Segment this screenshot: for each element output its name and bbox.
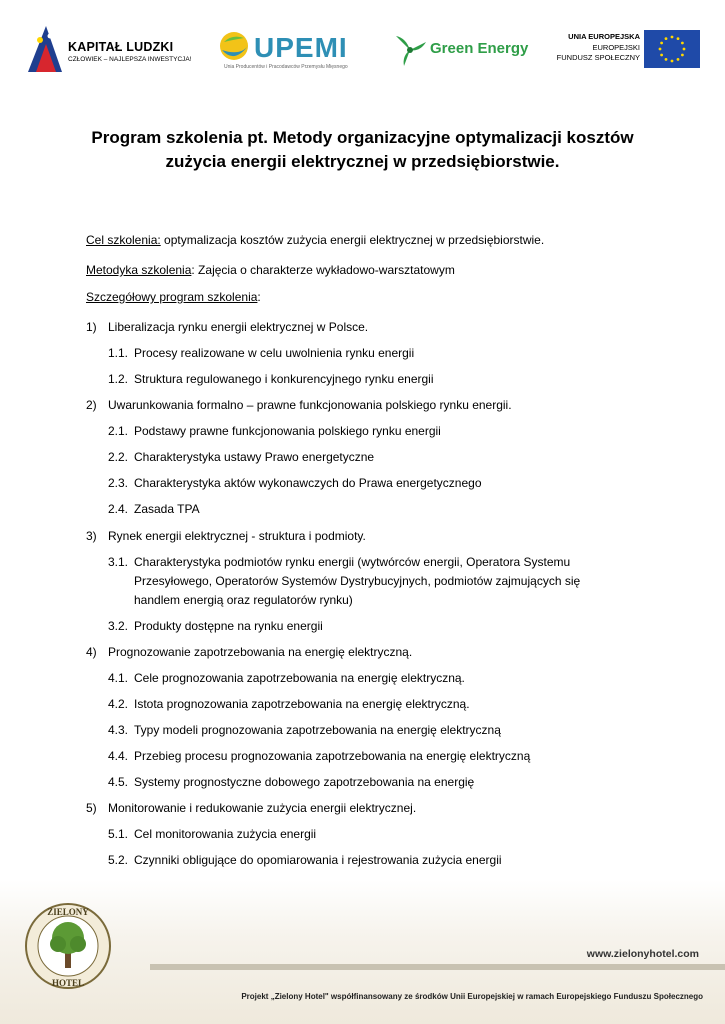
item-text: Czynniki obligujące do opomiarowania i rejestrowania zużycia energii xyxy=(134,853,502,867)
item-text: Rynek energii elektrycznej - struktura i podmioty. xyxy=(108,529,366,543)
item-text: Cel monitorowania zużycia energii xyxy=(134,827,317,841)
item-number: 5) xyxy=(86,801,97,815)
item-number: 3.1. xyxy=(108,555,129,569)
program-colon: : xyxy=(257,290,261,304)
item-text: Istota prognozowania zapotrzebowania na energię elektryczną. xyxy=(134,697,470,711)
kapital-ludzki-subtitle: CZŁOWIEK – NAJLEPSZA INWESTYCJA! xyxy=(68,56,192,63)
metodyka-text: : Zajęcia o charakterze wykładowo-warsztatowym xyxy=(191,263,455,277)
kapital-ludzki-logo xyxy=(28,26,192,76)
eu-line-3: FUNDUSZ SPOŁECZNY xyxy=(556,53,640,62)
eu-line-1: UNIA EUROPEJSKA xyxy=(568,32,640,41)
item-text: Przesyłowego, Operatorów Systemów Dystrybucyjnych, podmiotów zajmujących się xyxy=(134,574,581,588)
zielony-text: ZIELONY xyxy=(47,907,89,917)
project-note: Projekt „Zielony Hotel" współfinansowany ze środków Unii Europejskiej w ramach Europejskiego Funduszu Społecznego xyxy=(241,992,703,1001)
item-number: 5.2. xyxy=(108,853,129,867)
eu-logo xyxy=(552,30,702,70)
item-text: Zasada TPA xyxy=(134,502,200,516)
zielony-hotel-logo xyxy=(24,902,112,990)
item-text: handlem energią oraz regulatorów rynku) xyxy=(134,593,353,607)
title-line-1: Program szkolenia pt. Metody organizacyjne optymalizacji kosztów xyxy=(91,128,634,147)
document-title xyxy=(60,126,665,174)
metodyka-szkolenia xyxy=(86,263,455,278)
item-number: 2.4. xyxy=(108,502,129,516)
item-number: 4.3. xyxy=(108,723,129,737)
website-url: www.zielonyhotel.com xyxy=(586,948,699,960)
green-energy-name: Green Energy xyxy=(430,40,529,57)
item-number: 2.3. xyxy=(108,476,129,490)
item-number: 2.1. xyxy=(108,424,129,438)
item-text: Struktura regulowanego i konkurencyjnego rynku energii xyxy=(134,372,434,386)
item-number: 1.1. xyxy=(108,346,129,360)
cel-szkolenia xyxy=(86,233,544,248)
item-text: Charakterystyka podmiotów rynku energii (wytwórców energii, Operatora Systemu xyxy=(134,555,571,569)
item-text: Uwarunkowania formalno – prawne funkcjonowania polskiego rynku energii. xyxy=(108,398,512,412)
item-text: Podstawy prawne funkcjonowania polskiego rynku energii xyxy=(134,424,441,438)
cel-text: optymalizacja kosztów zużycia energii elektrycznej w przedsiębiorstwie. xyxy=(160,233,545,247)
hotel-text: HOTEL xyxy=(51,978,85,988)
item-number: 1) xyxy=(86,320,97,334)
item-text: Procesy realizowane w celu uwolnienia rynku energii xyxy=(134,346,415,360)
item-number: 1.2. xyxy=(108,372,129,386)
metodyka-label: Metodyka szkolenia xyxy=(86,263,192,277)
title-line-2: zużycia energii elektrycznej w przedsiębiorstwie. xyxy=(165,152,560,171)
item-text: Monitorowanie i redukowanie zużycia energii elektrycznej. xyxy=(108,801,417,815)
upemi-subtitle: Unia Producentów i Pracodawców Przemysłu Mięsnego xyxy=(224,64,348,70)
item-text: Liberalizacja rynku energii elektrycznej w Polsce. xyxy=(108,320,369,334)
eu-line-2: EUROPEJSKI xyxy=(592,43,640,52)
item-text: Cele prognozowania zapotrzebowania na energię elektryczną. xyxy=(134,671,465,685)
item-number: 3) xyxy=(86,529,97,543)
page-header xyxy=(0,0,725,100)
page-footer xyxy=(0,880,725,1024)
item-text: Prognozowanie zapotrzebowania na energię elektryczną. xyxy=(108,645,413,659)
item-number: 3.2. xyxy=(108,619,129,633)
item-text: Systemy prognostyczne dobowego zapotrzebowania na energię xyxy=(134,775,475,789)
eu-flag-icon xyxy=(644,30,700,68)
item-text: Przebieg procesu prognozowania zapotrzebowania na energię elektryczną xyxy=(134,749,531,763)
upemi-emblem-icon xyxy=(218,30,254,66)
footer-stripe xyxy=(150,964,725,970)
item-number: 4.5. xyxy=(108,775,129,789)
item-number: 4.2. xyxy=(108,697,129,711)
item-number: 4.1. xyxy=(108,671,129,685)
item-text: Charakterystyka aktów wykonawczych do Prawa energetycznego xyxy=(134,476,482,490)
kapital-ludzki-title: KAPITAŁ LUDZKI xyxy=(68,40,174,54)
item-number: 4.4. xyxy=(108,749,129,763)
kapital-ludzki-emblem-icon xyxy=(28,26,62,72)
cel-label: Cel szkolenia: xyxy=(86,233,161,247)
item-number: 5.1. xyxy=(108,827,129,841)
item-number: 2.2. xyxy=(108,450,129,464)
item-text: Charakterystyka ustawy Prawo energetyczne xyxy=(134,450,375,464)
program-heading xyxy=(86,290,261,305)
program-label: Szczegółowy program szkolenia xyxy=(86,290,258,304)
green-energy-logo xyxy=(392,30,529,70)
item-text: Produkty dostępne na rynku energii xyxy=(134,619,323,633)
item-number: 2) xyxy=(86,398,97,412)
wind-turbine-icon xyxy=(392,32,428,68)
upemi-name: UPEMI xyxy=(254,32,348,63)
item-text: Typy modeli prognozowania zapotrzebowania na energię elektryczną xyxy=(134,723,501,737)
upemi-logo xyxy=(218,28,358,74)
item-number: 4) xyxy=(86,645,97,659)
